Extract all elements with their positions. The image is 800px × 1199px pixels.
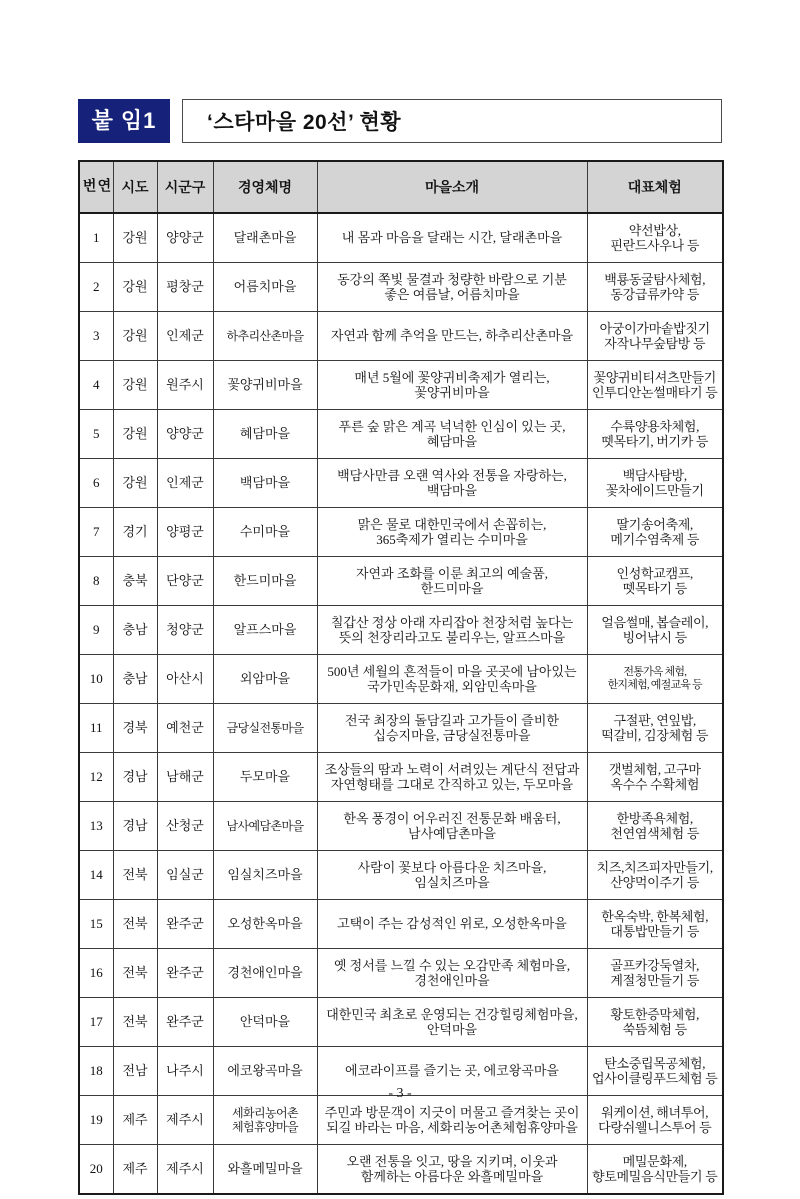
cell-signature-experience-line1: 인성학교캠프,: [616, 565, 693, 581]
cell-village-intro-line2: 안덕마을: [426, 1022, 478, 1037]
table-row: [79, 606, 723, 655]
table-row: [79, 704, 723, 753]
cell-signature-experience-line1: 갯벌체험, 고구마: [608, 761, 701, 777]
cell-no: 14: [79, 851, 113, 900]
star-village-table-wrapper: [78, 160, 722, 1195]
cell-no: 20: [79, 1145, 113, 1195]
cell-signature-experience-line1: 메밀문화제,: [622, 1153, 687, 1169]
cell-signature-experience-line1: 구절판, 연잎밥,: [613, 712, 696, 728]
cell-signature-experience-line2: 동강급류카약 등: [610, 287, 700, 302]
cell-sigungu: 예천군: [157, 704, 213, 753]
table-row: [79, 361, 723, 410]
cell-village-intro-line2: 되길 바라는 마음, 세화리농어촌체험휴양마을: [326, 1120, 578, 1135]
cell-village-intro-line1: 에코라이프를 즐기는 곳, 에코왕곡마을: [345, 1063, 559, 1079]
cell-signature-experience-line1: 탄소중립목공체험,: [604, 1055, 706, 1071]
cell-sigungu: 나주시: [157, 1047, 213, 1096]
cell-signature-experience-line1: 황토한증막체험,: [610, 1006, 700, 1022]
cell-signature-experience: [587, 802, 723, 851]
cell-signature-experience-line1: 백담사탐방,: [622, 467, 687, 483]
cell-village-intro-line1: 사람이 꽃보다 아름다운 치즈마을,: [357, 859, 547, 875]
cell-signature-experience-line1: 골프카강둑열차,: [610, 957, 700, 973]
cell-signature-experience: [587, 704, 723, 753]
cell-signature-experience-line2: 꽃차에이드만들기: [605, 483, 704, 498]
cell-village-intro-line1: 백담사만큼 오랜 역사와 전통을 자랑하는,: [337, 467, 567, 483]
cell-signature-experience-line2: 자작나무숲탐방 등: [604, 336, 706, 351]
cell-signature-experience-line1: 약선밥상,: [628, 222, 681, 238]
cell-signature-experience: [587, 753, 723, 802]
cell-business-name: 금당실전통마을: [213, 704, 317, 753]
cell-no: 4: [79, 361, 113, 410]
cell-sigungu: 아산시: [157, 655, 213, 704]
document-header: [78, 99, 722, 143]
cell-no: 18: [79, 1047, 113, 1096]
cell-signature-experience: [587, 557, 723, 606]
cell-signature-experience-line2: 쑥뜸체험 등: [622, 1022, 687, 1037]
cell-village-intro-line2: 함께하는 아름다운 와흘메밀마을: [360, 1169, 544, 1184]
cell-business-name: 오성한옥마을: [213, 900, 317, 949]
cell-business-name: 안덕마을: [213, 998, 317, 1047]
cell-signature-experience-line1: 백룡동굴탐사체험,: [604, 271, 706, 287]
cell-village-intro: [317, 802, 587, 851]
cell-signature-experience-line2: 산양먹이주기 등: [610, 875, 700, 890]
cell-sido: 경북: [113, 704, 157, 753]
cell-signature-experience-line2: 계절청만들기 등: [610, 973, 700, 988]
table-row: [79, 557, 723, 606]
cell-signature-experience: [587, 263, 723, 312]
cell-village-intro: [317, 753, 587, 802]
cell-signature-experience: [587, 1096, 723, 1145]
cell-village-intro-line2: 자연형태를 그대로 간직하고 있는, 두모마을: [330, 777, 574, 792]
cell-no: 2: [79, 263, 113, 312]
cell-sigungu: 완주군: [157, 900, 213, 949]
cell-sigungu: 임실군: [157, 851, 213, 900]
cell-sigungu: 제주시: [157, 1145, 213, 1195]
cell-village-intro-line2: 한드미마을: [420, 581, 484, 596]
table-row: [79, 753, 723, 802]
cell-signature-experience-line2: 다랑쉬웰니스투어 등: [598, 1120, 712, 1135]
cell-signature-experience: [587, 410, 723, 459]
cell-signature-experience: [587, 361, 723, 410]
cell-village-intro: [317, 606, 587, 655]
cell-business-name: 알프스마을: [213, 606, 317, 655]
cell-no: 15: [79, 900, 113, 949]
cell-business-name: 와흘메밀마을: [213, 1145, 317, 1195]
table-body: [79, 213, 723, 1194]
cell-signature-experience: [587, 213, 723, 263]
cell-village-intro-line1: 자연과 조화를 이룬 최고의 예술품,: [355, 565, 549, 581]
cell-village-intro: [317, 1145, 587, 1195]
cell-signature-experience-line1: 워케이션, 해녀투어,: [601, 1104, 709, 1120]
cell-village-intro-line2: 365축제가 열리는 수미마을: [376, 532, 528, 547]
cell-signature-experience-line1: 수륙양용차체험,: [610, 418, 700, 434]
cell-signature-experience-line1: 한방족욕체험,: [616, 810, 693, 826]
cell-no: 19: [79, 1096, 113, 1145]
cell-signature-experience-line2: 대통밥만들기 등: [610, 924, 700, 939]
cell-signature-experience-line2: 뗏목타기 등: [622, 581, 687, 596]
cell-signature-experience-line1: 꽃양귀비티셔츠만들기: [593, 369, 717, 385]
cell-business-name: 남사예담촌마을: [213, 802, 317, 851]
column-header-village-intro: 마을소개: [317, 161, 587, 213]
cell-signature-experience-line1: 딸기송어축제,: [616, 516, 693, 532]
cell-village-intro: [317, 213, 587, 263]
cell-no: 16: [79, 949, 113, 998]
cell-signature-experience-line2: 향토메밀음식만들기 등: [591, 1169, 718, 1184]
cell-no: 1: [79, 213, 113, 263]
cell-sigungu: 남해군: [157, 753, 213, 802]
cell-sido: 충남: [113, 606, 157, 655]
cell-no: 17: [79, 998, 113, 1047]
cell-village-intro-line1: 옛 정서를 느낄 수 있는 오감만족 체험마을,: [333, 957, 571, 973]
cell-sigungu: 인제군: [157, 312, 213, 361]
cell-business-name-line: 세화리농어촌: [232, 1105, 298, 1120]
cell-no: 10: [79, 655, 113, 704]
cell-village-intro-line1: 내 몸과 마음을 달래는 시간, 달래촌마을: [341, 230, 563, 246]
cell-signature-experience: [587, 851, 723, 900]
cell-sido: 경남: [113, 753, 157, 802]
cell-village-intro-line2: 좋은 여름날, 어름치마을: [384, 287, 520, 302]
cell-sigungu: 제주시: [157, 1096, 213, 1145]
cell-signature-experience: [587, 949, 723, 998]
cell-sigungu: 산청군: [157, 802, 213, 851]
cell-village-intro: [317, 312, 587, 361]
cell-sigungu: 양평군: [157, 508, 213, 557]
cell-business-name: 꽃양귀비마을: [213, 361, 317, 410]
cell-village-intro-line1: 조상들의 땀과 노력이 서려있는 계단식 전답과: [324, 761, 580, 777]
cell-business-name: 외암마을: [213, 655, 317, 704]
cell-no: 11: [79, 704, 113, 753]
cell-sigungu: 단양군: [157, 557, 213, 606]
cell-village-intro-line2: 경천애인마을: [414, 973, 490, 988]
cell-signature-experience-line1: 아궁이가마솥밥짓기: [599, 320, 710, 336]
cell-business-name: 혜담마을: [213, 410, 317, 459]
cell-sido: 전북: [113, 851, 157, 900]
cell-business-name: 두모마을: [213, 753, 317, 802]
cell-signature-experience-line2: 업사이클링푸드체험 등: [591, 1071, 718, 1086]
table-row: [79, 459, 723, 508]
table-header: [79, 161, 723, 213]
page-title: ‘스타마을 20선’ 현황: [182, 99, 722, 143]
cell-signature-experience-line1: 치즈,치즈피자만들기,: [596, 859, 713, 875]
cell-business-name: 수미마을: [213, 508, 317, 557]
attachment-badge: 붙 임1: [78, 99, 170, 143]
cell-village-intro-line1: 한옥 풍경이 어우러진 전통문화 배움터,: [343, 810, 561, 826]
cell-business-name: 하추리산촌마을: [213, 312, 317, 361]
cell-signature-experience: [587, 606, 723, 655]
cell-village-intro-line2: 국가민속문화재, 외암민속마을: [367, 679, 537, 694]
column-header-no-label: 연 번: [81, 177, 113, 193]
cell-signature-experience: [587, 1145, 723, 1195]
cell-signature-experience: [587, 508, 723, 557]
cell-sido: 강원: [113, 361, 157, 410]
cell-signature-experience-line2: 핀란드사우나 등: [610, 238, 700, 253]
cell-signature-experience-line2: 떡갈비, 김장체험 등: [601, 728, 709, 743]
cell-village-intro: [317, 459, 587, 508]
column-header-signature-experience: 대표체험: [587, 161, 723, 213]
cell-business-name: 한드미마을: [213, 557, 317, 606]
table-row: [79, 949, 723, 998]
table-row: [79, 213, 723, 263]
cell-village-intro-line1: 매년 5월에 꽃양귀비축제가 열리는,: [354, 369, 550, 385]
cell-village-intro: [317, 655, 587, 704]
cell-sigungu: 원주시: [157, 361, 213, 410]
cell-village-intro: [317, 361, 587, 410]
cell-village-intro-line1: 푸른 숲 맑은 계곡 넉넉한 인심이 있는 곳,: [338, 418, 566, 434]
cell-business-name: 백담마을: [213, 459, 317, 508]
cell-sido: 충남: [113, 655, 157, 704]
table-row: [79, 508, 723, 557]
cell-village-intro-line1: 맑은 물로 대한민국에서 손꼽히는,: [357, 516, 547, 532]
cell-business-name: 임실치즈마을: [213, 851, 317, 900]
cell-sido: 충북: [113, 557, 157, 606]
cell-sigungu: 양양군: [157, 410, 213, 459]
cell-village-intro: [317, 998, 587, 1047]
cell-sido: 전북: [113, 998, 157, 1047]
cell-signature-experience-line1: 한옥숙박, 한복체험,: [601, 908, 709, 924]
cell-no: 3: [79, 312, 113, 361]
table-row: [79, 1145, 723, 1195]
cell-no: 12: [79, 753, 113, 802]
column-header-sido: 시도: [113, 161, 157, 213]
cell-no: 9: [79, 606, 113, 655]
cell-sido: 전북: [113, 900, 157, 949]
cell-sido: 경기: [113, 508, 157, 557]
cell-business-name: 에코왕곡마을: [213, 1047, 317, 1096]
cell-signature-experience: [587, 998, 723, 1047]
cell-village-intro-line2: 남사예담촌마을: [408, 826, 496, 841]
cell-signature-experience-line2: 한지체험, 예절교육 등: [607, 679, 702, 691]
cell-village-intro-line1: 동강의 쪽빛 물결과 청량한 바람으로 기분: [337, 271, 567, 287]
cell-no: 6: [79, 459, 113, 508]
cell-village-intro-line2: 혜담마을: [426, 434, 478, 449]
cell-signature-experience-line2: 빙어낚시 등: [622, 630, 687, 645]
cell-signature-experience-line2: 메기수염축제 등: [610, 532, 700, 547]
cell-business-name: 달래촌마을: [213, 213, 317, 263]
cell-village-intro-line1: 주민과 방문객이 지긋이 머물고 즐겨찾는 곳이: [324, 1104, 580, 1120]
table-row: [79, 655, 723, 704]
cell-village-intro-line1: 칠갑산 정상 아래 자리잡아 천장처럼 높다는: [330, 614, 574, 630]
cell-no: 13: [79, 802, 113, 851]
cell-sido: 강원: [113, 459, 157, 508]
cell-village-intro-line1: 500년 세월의 흔적들이 마을 곳곳에 남아있는: [327, 663, 577, 679]
cell-village-intro: [317, 704, 587, 753]
table-row: [79, 312, 723, 361]
cell-signature-experience: [587, 312, 723, 361]
cell-signature-experience-line1: 얼음썰매, 봅슬레이,: [601, 614, 709, 630]
cell-village-intro-line2: 임실치즈마을: [414, 875, 490, 890]
table-header-row: [79, 161, 723, 213]
cell-signature-experience-line2: 천연염색체험 등: [610, 826, 700, 841]
table-row: [79, 802, 723, 851]
cell-signature-experience: [587, 655, 723, 704]
star-village-table: [78, 160, 724, 1195]
cell-signature-experience-line2: 옥수수 수확체험: [610, 777, 700, 792]
cell-sigungu: 양양군: [157, 213, 213, 263]
cell-village-intro-line1: 자연과 함께 추억을 만드는, 하추리산촌마을: [330, 328, 574, 344]
cell-no: 5: [79, 410, 113, 459]
page-number: - 3 -: [388, 1086, 412, 1101]
cell-sido: 제주: [113, 1096, 157, 1145]
cell-sido: 경남: [113, 802, 157, 851]
cell-village-intro: [317, 557, 587, 606]
cell-signature-experience: [587, 459, 723, 508]
cell-village-intro: [317, 1096, 587, 1145]
cell-sigungu: 완주군: [157, 998, 213, 1047]
cell-village-intro: [317, 410, 587, 459]
cell-business-name: 어름치마을: [213, 263, 317, 312]
cell-sido: 강원: [113, 410, 157, 459]
cell-business-name: 경천애인마을: [213, 949, 317, 998]
cell-village-intro: [317, 851, 587, 900]
table-row: [79, 410, 723, 459]
cell-village-intro: [317, 263, 587, 312]
cell-village-intro-line2: 십승지마을, 금당실전통마을: [373, 728, 531, 743]
cell-village-intro-line1: 오랜 전통을 잇고, 땅을 지키며, 이웃과: [346, 1153, 558, 1169]
cell-sido: 강원: [113, 213, 157, 263]
cell-sigungu: 인제군: [157, 459, 213, 508]
cell-business-name-line: 체험휴양마을: [232, 1120, 298, 1134]
cell-village-intro-line2: 꽃양귀비마을: [414, 385, 490, 400]
table-row: [79, 263, 723, 312]
cell-village-intro-line2: 백담마을: [426, 483, 478, 498]
cell-signature-experience-line2: 뗏목타기, 버기카 등: [601, 434, 709, 449]
cell-sido: 전남: [113, 1047, 157, 1096]
cell-no: 8: [79, 557, 113, 606]
cell-sido: 전북: [113, 949, 157, 998]
cell-village-intro-line1: 전국 최장의 돌담길과 고가들이 즐비한: [345, 712, 559, 728]
column-header-business-name: 경영체명: [213, 161, 317, 213]
cell-village-intro: [317, 900, 587, 949]
cell-village-intro: [317, 949, 587, 998]
table-row: [79, 900, 723, 949]
table-row: [79, 998, 723, 1047]
cell-signature-experience-line2: 인투디안논썰매타기 등: [591, 385, 718, 400]
cell-sido: 강원: [113, 312, 157, 361]
cell-sido: 제주: [113, 1145, 157, 1195]
cell-village-intro-line1: 대한민국 최초로 운영되는 건강힐링체험마을,: [326, 1006, 578, 1022]
cell-village-intro-line1: 고택이 주는 감성적인 위로, 오성한옥마을: [337, 916, 567, 932]
cell-sido: 강원: [113, 263, 157, 312]
cell-signature-experience: [587, 900, 723, 949]
cell-no: 7: [79, 508, 113, 557]
cell-village-intro-line2: 뜻의 천장리라고도 불리우는, 알프스마을: [338, 630, 566, 645]
cell-business-name: [213, 1096, 317, 1145]
cell-sigungu: 청양군: [157, 606, 213, 655]
table-row: [79, 1096, 723, 1145]
cell-signature-experience-line1: 전통가옥 체험,: [623, 666, 687, 679]
cell-sigungu: 완주군: [157, 949, 213, 998]
column-header-no: [79, 161, 113, 213]
column-header-sigungu: 시군구: [157, 161, 213, 213]
cell-village-intro: [317, 508, 587, 557]
cell-sigungu: 평창군: [157, 263, 213, 312]
table-row: [79, 851, 723, 900]
